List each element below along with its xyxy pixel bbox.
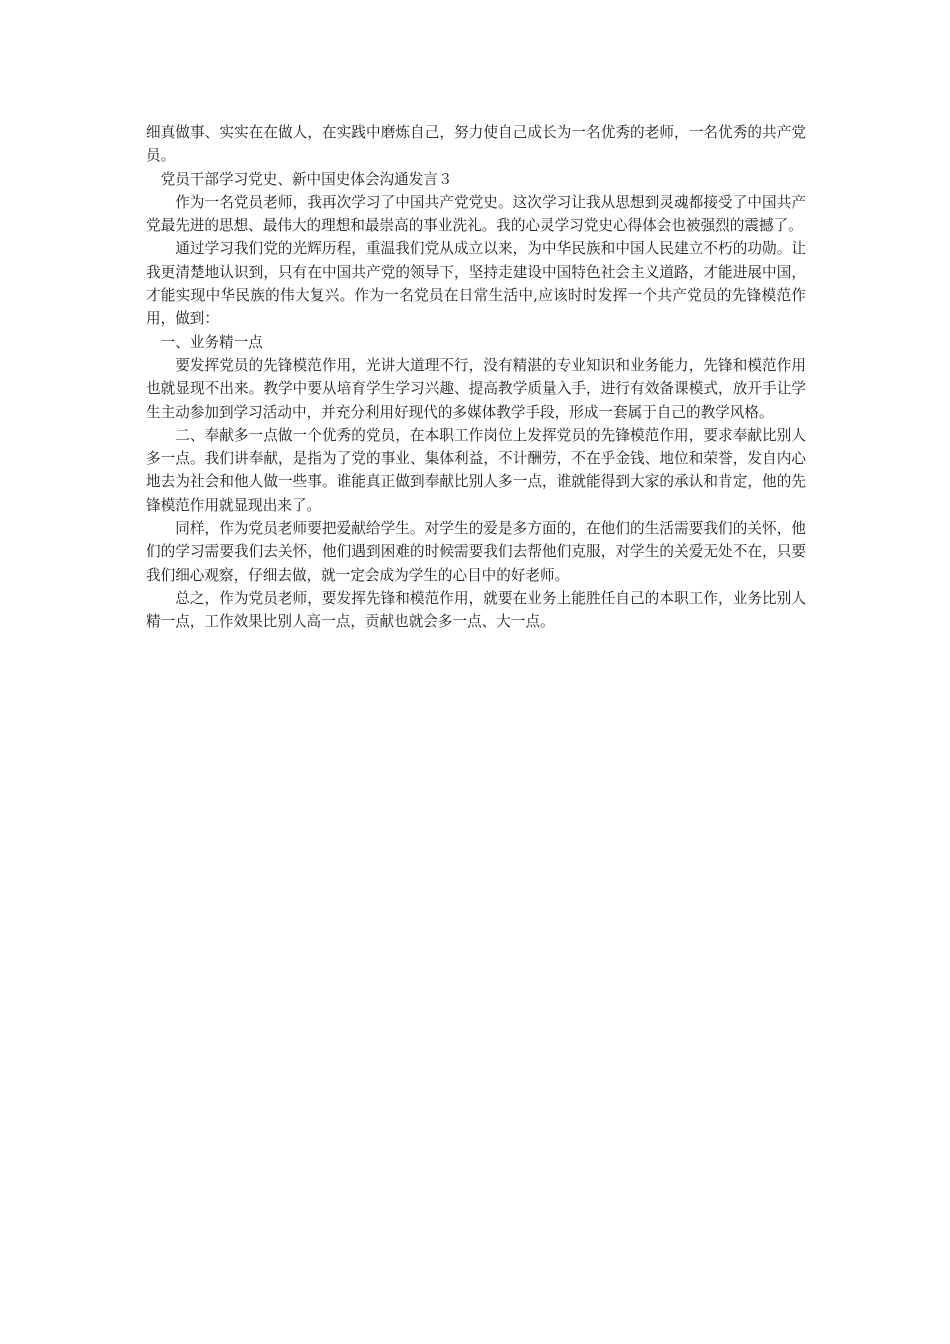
paragraph: 要发挥党员的先锋模范作用，光讲大道理不行，没有精湛的专业知识和业务能力，先锋和模范作用也就显现不出来。教学中要从培育学生学习兴趣、提高教学质量入手，进行有效备课模式，放开手让学生主动参加到学习活动中，并充分利用好现代的多媒体教学手段，形成一套属于自己的教学风格。 xyxy=(146,356,806,421)
section-title: 党员干部学习党史、新中国史体会沟通发言３ xyxy=(160,170,453,188)
paragraph: 二、奉献多一点做一个优秀的党员，在本职工作岗位上发挥党员的先锋模范作用，要求奉献比别人多一点。我们讲奉献，是指为了党的事业、集体利益，不计酬劳，不在乎金钱、地位和荣誉，发自内心地去为社会和他人做一些事。谁能真正做到奉献比别人多一点，谁就能得到大家的承认和肯定，他的先锋模范作用就显现出来了。 xyxy=(146,426,806,514)
paragraph: 同样，作为党员老师要把爱献给学生。对学生的爱是多方面的，在他们的生活需要我们的关怀，他们的学习需要我们去关怀，他们遇到困难的时候需要我们去帮他们克服，对学生的关爱无处不在，只要我们细心观察，仔细去做，就一定会成为学生的心目中的好老师。 xyxy=(146,520,806,584)
paragraph-continuation: 细真做事、实实在在做人，在实践中磨炼自己，努力使自己成长为一名优秀的老师，一名优秀的共产党员。 xyxy=(146,124,806,165)
subheading-business: 一、业务精一点 xyxy=(160,333,263,351)
document-body xyxy=(146,121,806,634)
paragraph: 通过学习我们党的光辉历程，重温我们党从成立以来，为中华民族和中国人民建立不朽的功勋。让我更清楚地认识到，只有在中国共产党的领导下，坚持走建设中国特色社会主义道路，才能进展中国，才能实现中华民族的伟大复兴。作为一名党员在日常生活中,应该时时发挥一个共产党员的先锋模范作用，做到： xyxy=(146,240,806,328)
paragraph: 作为一名党员老师，我再次学习了中国共产党党史。这次学习让我从思想到灵魂都接受了中国共产党最先进的思想、最伟大的理想和最崇高的事业洗礼。我的心灵学习党史心得体会也被强烈的震撼了。 xyxy=(146,193,806,235)
paragraph: 总之，作为党员老师，要发挥先锋和模范作用，就要在业务上能胜任自己的本职工作，业务比别人精一点，工作效果比别人高一点，贡献也就会多一点、大一点。 xyxy=(146,589,806,631)
